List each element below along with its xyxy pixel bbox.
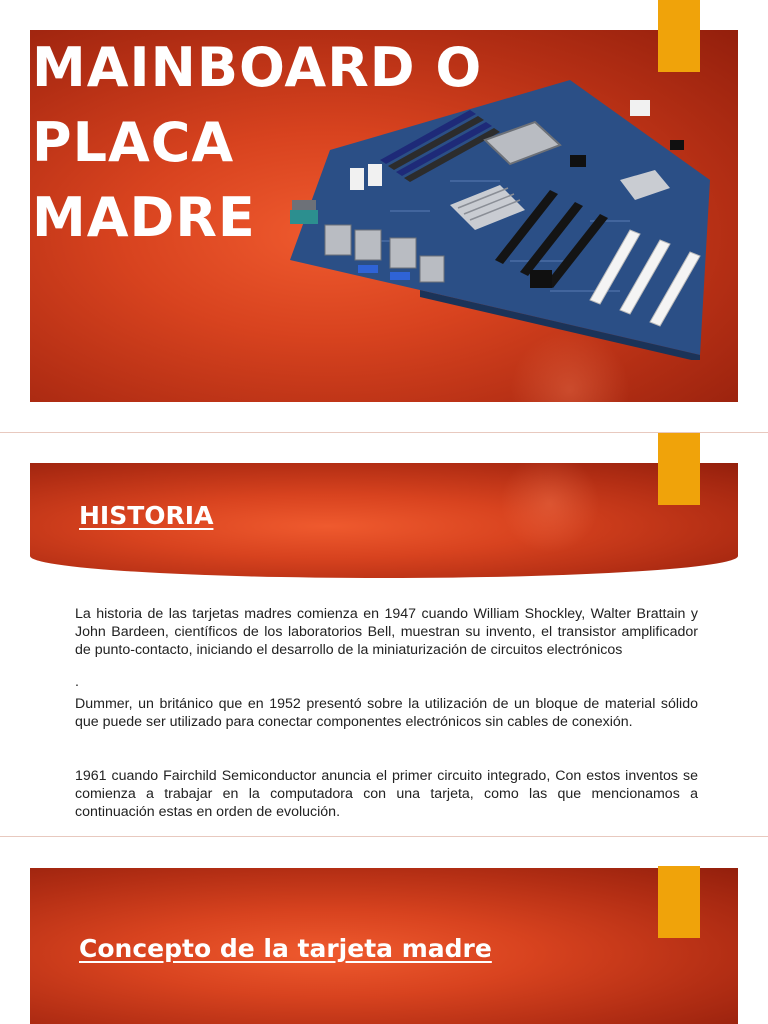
orange-accent-tab xyxy=(658,866,700,938)
slide-divider xyxy=(0,836,768,837)
slide-concepto xyxy=(0,838,768,1024)
paragraph: . xyxy=(75,674,79,690)
title-line: PLACA xyxy=(32,111,235,174)
paragraph: Dummer, un británico que en 1952 presentó sobre la utilización de un bloque de material sólido que puede ser utilizado para conectar componentes electrónicos sin cables de conexión. xyxy=(75,696,698,730)
section-heading: Concepto de la tarjeta madre xyxy=(79,934,492,963)
slide-title xyxy=(0,0,768,430)
decorative-bubble xyxy=(500,463,600,553)
paragraph: La historia de las tarjetas madres comienza en 1947 cuando William Shockley, Walter Brattain y John Bardeen, científicos de los laboratorios Bell, muestran su invento, el transistor amplificador de punto-contacto, iniciando el desarrollo de la miniaturización de circuitos electrónicos xyxy=(75,606,698,658)
paragraph: 1961 cuando Fairchild Semiconductor anuncia el primer circuito integrado, Con estos inventos se comienza a trabajar en la computadora con una tarjeta, como las que mencionamos a continuación estas en orden de evolución. xyxy=(75,768,698,820)
slide-title-text xyxy=(32,30,592,255)
title-line: MADRE xyxy=(32,186,256,249)
section-heading: HISTORIA xyxy=(79,501,214,530)
title-line: MAINBOARD O xyxy=(32,36,483,99)
orange-accent-tab xyxy=(658,433,700,505)
slide-historia xyxy=(0,433,768,835)
